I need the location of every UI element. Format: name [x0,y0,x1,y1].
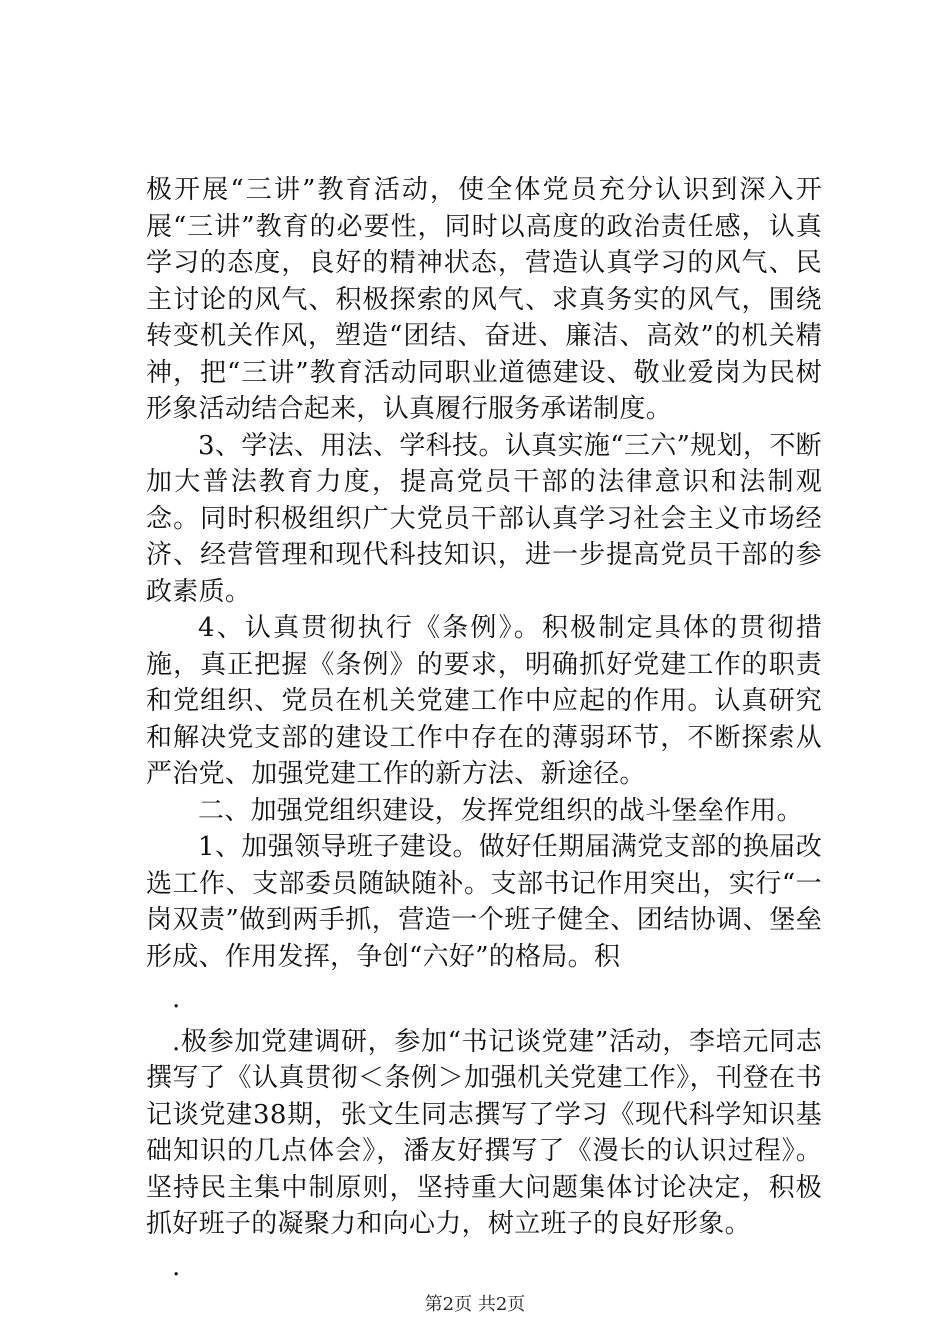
page-number-footer: 第2页 共2页 [424,1294,526,1315]
separator-dot: . [172,1251,181,1282]
paragraph-2: 3、学法、用法、学科技。认真实施“三六”规划，不断加大普法教育力度，提高党员干部的法律意识和法制观念。同时积极组织广大党员干部认真学习社会主义市场经济、经营管理和现代科技知识，进一步提高党员干部的参政素质。 [146,430,822,607]
paragraph-4: 1、加强领导班子建设。做好任期届满党支部的换届改选工作、支部委员随缺随补。支部书记作用突出，实行“一岗双责”做到两手抓，营造一个班子健全、团结协调、堡垒形成、作用发挥，争创“六好”的格局。积 [146,832,822,972]
paragraph-3: 4、认真贯彻执行《条例》。积极制定具体的贯彻措施，真正把握《条例》的要求，明确抓好党建工作的职责和党组织、党员在机关党建工作中应起的作用。认真研究和解决党支部的建设工作中存在的薄弱环节，不断探索从严治党、加强党建工作的新方法、新途径。 [146,613,822,789]
paragraph-5: .极参加党建调研，参加“书记谈党建”活动，李培元同志撰写了《认真贯彻＜条例＞加强机关党建工作》，刊登在书记谈党建38期，张文生同志撰写了学习《现代科学知识基础知识的几点体会》，潘友好撰写了《漫长的认识过程》。坚持民主集中制原则，坚持重大问题集体讨论决定，积极抓好班子的凝聚力和向心力，树立班子的良好形象。 [146,1026,822,1239]
document-body [146,172,822,1285]
separator-dot: . [172,984,181,1014]
paragraph-1: 极开展“三讲”教育活动，使全体党员充分认识到深入开展“三讲”教育的必要性，同时以高度的政治责任感，认真学习的态度，良好的精神状态，营造认真学习的风气、民主讨论的风气、积极探索的风气、求真务实的风气，围绕转变机关作风，塑造“团结、奋进、廉洁、高效”的机关精神，把“三讲”教育活动同职业道德建设、敬业爱岗为民树形象活动结合起来，认真履行服务承诺制度。 [146,175,822,424]
section-heading: 二、加强党组织建设，发挥党组织的战斗堡垒作用。 [198,795,803,826]
